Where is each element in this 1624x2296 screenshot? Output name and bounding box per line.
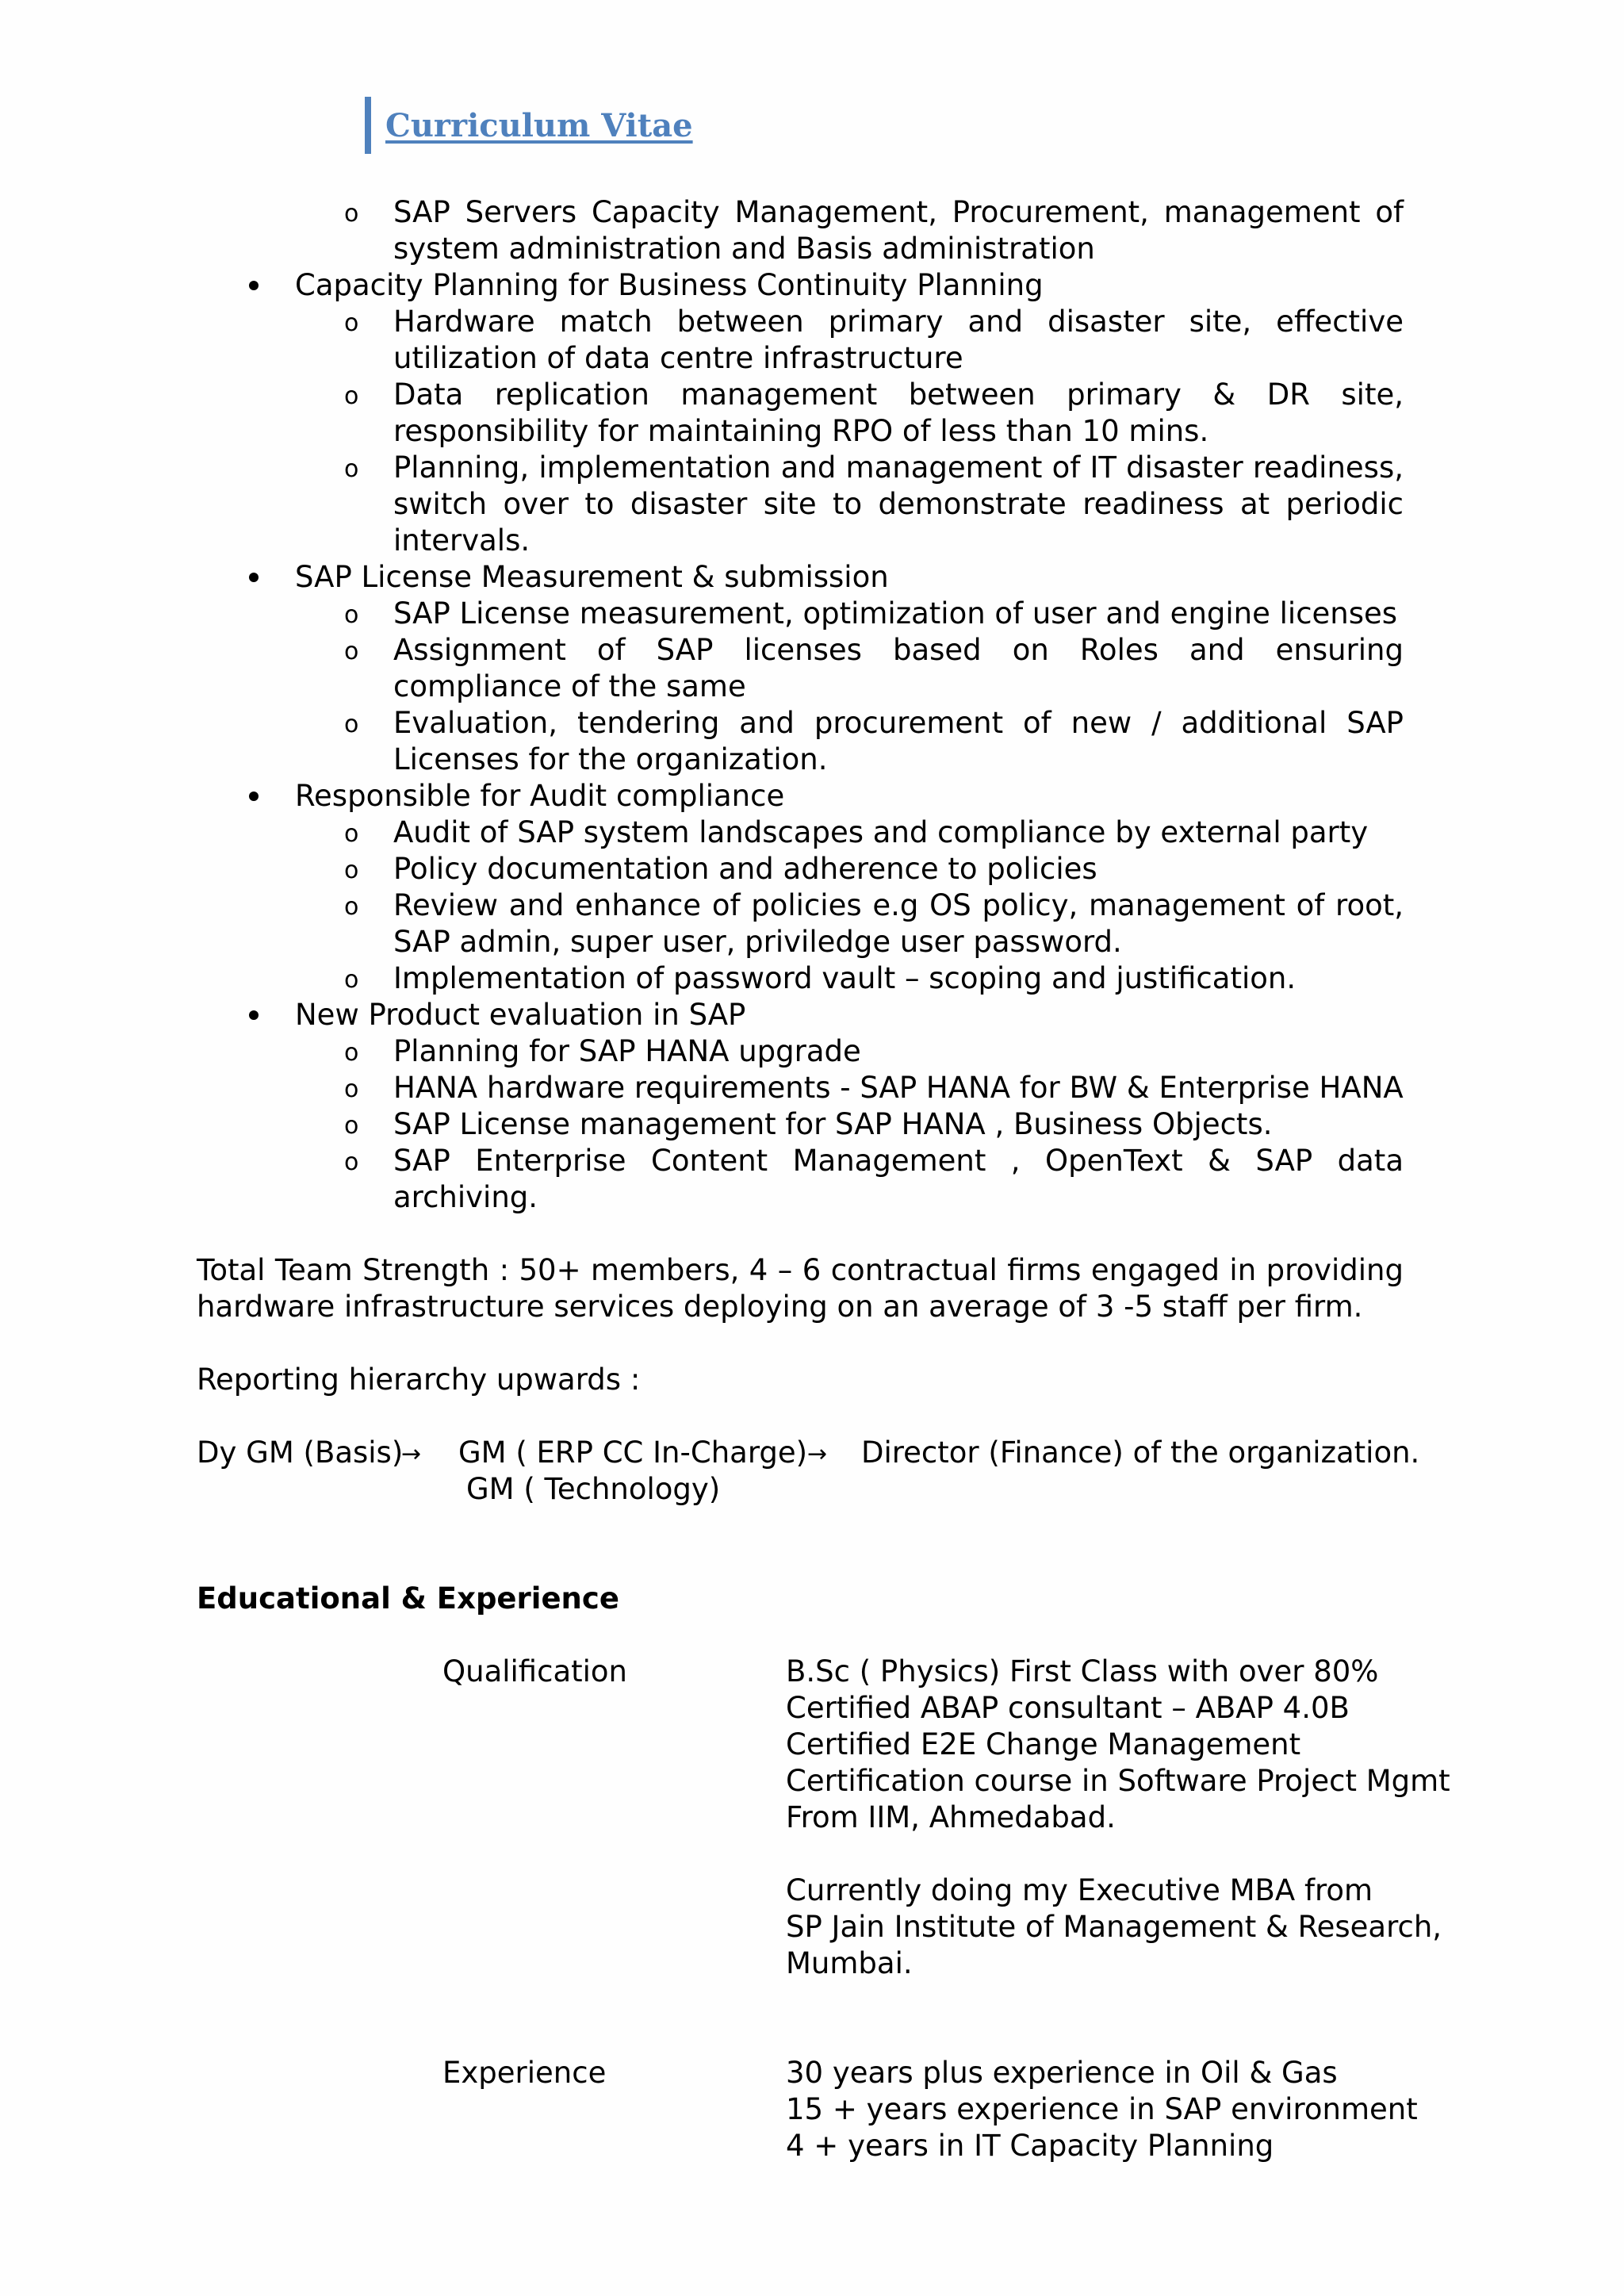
sub-bullet-text: SAP License measurement, optimization of user and engine licenses [393, 596, 1398, 631]
sub-bullet-marker-icon: o [344, 309, 359, 337]
sub-bullet-marker-icon: o [344, 1075, 359, 1103]
experience-line: 15 + years experience in SAP environment [786, 2092, 1418, 2126]
bullet-dot-icon [249, 573, 259, 582]
qualification-line: Certification course in Software Project Mgmt [786, 1764, 1450, 1798]
bullet-title: New Product evaluation in SAP [295, 998, 746, 1032]
header-accent-bar [365, 97, 371, 154]
sub-bullet-text: Assignment of SAP licenses based on Roles and ensuring compliance of the same [393, 633, 1404, 703]
bullet-dot-icon [249, 792, 259, 801]
bullet-title: Capacity Planning for Business Continuity Planning [295, 268, 1044, 302]
sub-list [197, 1033, 1404, 1216]
sub-list [197, 596, 1404, 778]
hierarchy-level-gm-technology: GM ( Technology) [466, 1472, 721, 1506]
sub-bullet-text: Implementation of password vault – scoping and justification. [393, 961, 1297, 995]
sub-bullet-text: Hardware match between primary and disaster site, effective utilization of data centre infrastructure [393, 305, 1404, 375]
document-body [197, 194, 1450, 2164]
sub-bullet-item [197, 960, 1404, 997]
hierarchy-level-gm-erp: GM ( ERP CC In-Charge) [458, 1435, 808, 1470]
sub-bullet-text: Planning for SAP HANA upgrade [393, 1034, 861, 1068]
qualification-row [197, 1654, 1450, 1982]
bullet-list [197, 267, 1404, 1216]
sub-bullet-marker-icon: o [344, 893, 359, 921]
sub-bullet-marker-icon: o [344, 200, 359, 228]
sub-bullet-marker-icon: o [344, 711, 359, 738]
continued-subitems [197, 194, 1404, 267]
sub-bullet-text: Policy documentation and adherence to policies [393, 852, 1097, 886]
experience-details [786, 2055, 1418, 2164]
sub-list [197, 304, 1404, 559]
sub-bullet-text: Evaluation, tendering and procurement of new / additional SAP Licenses for the organization. [393, 706, 1404, 776]
sub-bullet-marker-icon: o [344, 857, 359, 884]
sub-bullet-item [197, 815, 1404, 851]
hierarchy-level-dy-gm: Dy GM (Basis) [197, 1435, 404, 1470]
sub-bullet-item [197, 887, 1404, 960]
bullet-dot-icon [249, 1010, 259, 1020]
sub-bullet-item [197, 1070, 1404, 1106]
sub-bullet-item [197, 1106, 1404, 1143]
sub-bullet-item [197, 194, 1404, 267]
sub-bullet-item [197, 1143, 1404, 1216]
bullet-title: Responsible for Audit compliance [295, 779, 785, 813]
sub-list [197, 815, 1404, 997]
experience-label: Experience [442, 2056, 607, 2090]
page-header [365, 97, 693, 154]
sub-bullet-text: SAP Enterprise Content Management , OpenText & SAP data archiving. [393, 1144, 1404, 1214]
qualification-label: Qualification [442, 1654, 628, 1688]
sub-bullet-marker-icon: o [344, 966, 359, 994]
sub-bullet-text: SAP Servers Capacity Management, Procurement, management of system administration and Basis administration [393, 195, 1404, 266]
sub-bullet-text: Audit of SAP system landscapes and compliance by external party [393, 815, 1369, 849]
arrow-right-icon: → [807, 1440, 828, 1468]
hierarchy-level-director: Director (Finance) of the organization. [861, 1435, 1420, 1470]
sub-bullet-marker-icon: o [344, 1112, 359, 1140]
sub-bullet-item [197, 1033, 1404, 1070]
qualification-line: B.Sc ( Physics) First Class with over 80% [786, 1654, 1379, 1688]
mba-line: SP Jain Institute of Management & Research, [786, 1910, 1442, 1944]
sub-bullet-marker-icon: o [344, 1039, 359, 1067]
sub-bullet-marker-icon: o [344, 1148, 359, 1176]
bullet-item-bcp [197, 267, 1404, 304]
experience-line: 30 years plus experience in Oil & Gas [786, 2056, 1338, 2090]
sub-bullet-text: HANA hardware requirements - SAP HANA for BW & Enterprise HANA [393, 1071, 1404, 1105]
sub-bullet-item [197, 596, 1404, 632]
qualification-line: From IIM, Ahmedabad. [786, 1800, 1116, 1834]
sub-bullet-marker-icon: o [344, 382, 359, 410]
sub-bullet-item [197, 304, 1404, 377]
qualification-line: Certified ABAP consultant – ABAP 4.0B [786, 1691, 1350, 1725]
experience-row [197, 2055, 1418, 2164]
qualification-details [786, 1654, 1450, 1982]
bullet-dot-icon [249, 281, 259, 290]
education-section-title: Educational & Experience [197, 1581, 619, 1616]
sub-bullet-text: Data replication management between primary & DR site, responsibility for maintaining RPO of less than 10 mins. [393, 378, 1404, 448]
reporting-hierarchy [197, 1435, 1420, 1508]
mba-line: Mumbai. [786, 1946, 913, 1980]
header-title: Curriculum Vitae [385, 106, 693, 144]
bullet-item-audit [197, 778, 1404, 815]
mba-line: Currently doing my Executive MBA from [786, 1873, 1373, 1907]
arrow-right-icon: → [401, 1440, 422, 1468]
sub-bullet-item [197, 851, 1404, 887]
reporting-label: Reporting hierarchy upwards : [197, 1363, 641, 1397]
bullet-item-license [197, 559, 1404, 596]
sub-bullet-marker-icon: o [344, 820, 359, 848]
sub-bullet-item [197, 377, 1404, 450]
sub-bullet-item [197, 705, 1404, 778]
sub-bullet-text: SAP License management for SAP HANA , Business Objects. [393, 1107, 1273, 1141]
sub-bullet-marker-icon: o [344, 455, 359, 483]
sub-bullet-item [197, 632, 1404, 705]
qualification-line: Certified E2E Change Management [786, 1727, 1301, 1761]
team-strength-paragraph: Total Team Strength : 50+ members, 4 – 6 contractual firms engaged in providing hardware infrastructure services deploying on an average of 3 -5 staff per firm. [197, 1253, 1404, 1324]
sub-bullet-item [197, 450, 1404, 559]
sub-bullet-text: Review and enhance of policies e.g OS policy, management of root, SAP admin, super user, priviledge user password. [393, 888, 1404, 959]
sub-bullet-marker-icon: o [344, 638, 359, 665]
bullet-item-new-product [197, 997, 1404, 1033]
experience-line: 4 + years in IT Capacity Planning [786, 2129, 1274, 2163]
sub-bullet-marker-icon: o [344, 601, 359, 629]
sub-bullet-text: Planning, implementation and management of IT disaster readiness, switch over to disaster site to demonstrate readiness at periodic intervals. [393, 450, 1404, 558]
bullet-title: SAP License Measurement & submission [295, 560, 889, 594]
